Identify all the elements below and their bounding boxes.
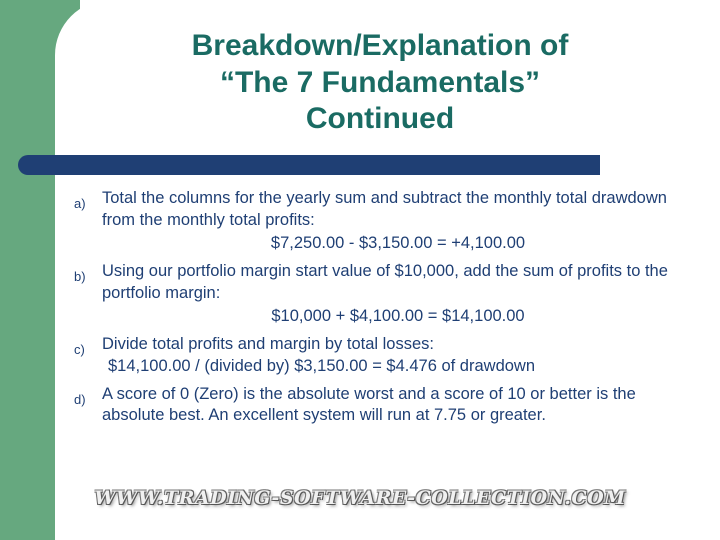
title-line-3: Continued — [305, 102, 455, 136]
list-item-text: A score of 0 (Zero) is the absolute worst and a score of 10 or better is the absolute best. An excellent system will run at 7.75 or greater. — [102, 384, 636, 425]
list-item-body — [102, 261, 710, 328]
list-item-marker: d) — [74, 391, 86, 407]
list-item-text: Using our portfolio margin start value of $10,000, add the sum of profits to the portfolio margin: — [102, 261, 668, 302]
title-divider-bar — [18, 155, 600, 175]
list-item-body — [102, 188, 710, 255]
list-item — [60, 261, 710, 328]
list-item-text: Total the columns for the yearly sum and subtract the monthly total drawdown from the monthly total profits: — [102, 189, 667, 229]
list-item-formula: $14,100.00 / (divided by) $3,150.00 = $4.476 of drawdown — [108, 356, 536, 375]
list-item-marker: a) — [74, 196, 86, 211]
list-item-body — [102, 384, 710, 428]
title-line-2: “The 7 Fundamentals” — [219, 65, 541, 99]
watermark — [0, 487, 720, 509]
list-item-marker: c) — [74, 341, 85, 357]
list-item — [60, 334, 710, 378]
list-item-marker: b) — [74, 268, 86, 284]
title-line-1: Breakdown/Explanation of — [191, 29, 569, 62]
content-list — [60, 188, 710, 433]
list-item-formula: $7,250.00 - $3,150.00 = +4,100.00 — [270, 233, 526, 252]
list-item — [60, 384, 710, 428]
list-item-body — [102, 334, 710, 378]
page-title — [80, 28, 680, 138]
list-item — [60, 188, 710, 255]
watermark-text: WWW.TRADING-SOFTWARE-COLLECTION.COM — [94, 487, 626, 509]
list-item-formula: $10,000 + $4,100.00 = $14,100.00 — [271, 306, 525, 325]
list-item-text: Divide total profits and margin by total losses: — [102, 334, 434, 353]
